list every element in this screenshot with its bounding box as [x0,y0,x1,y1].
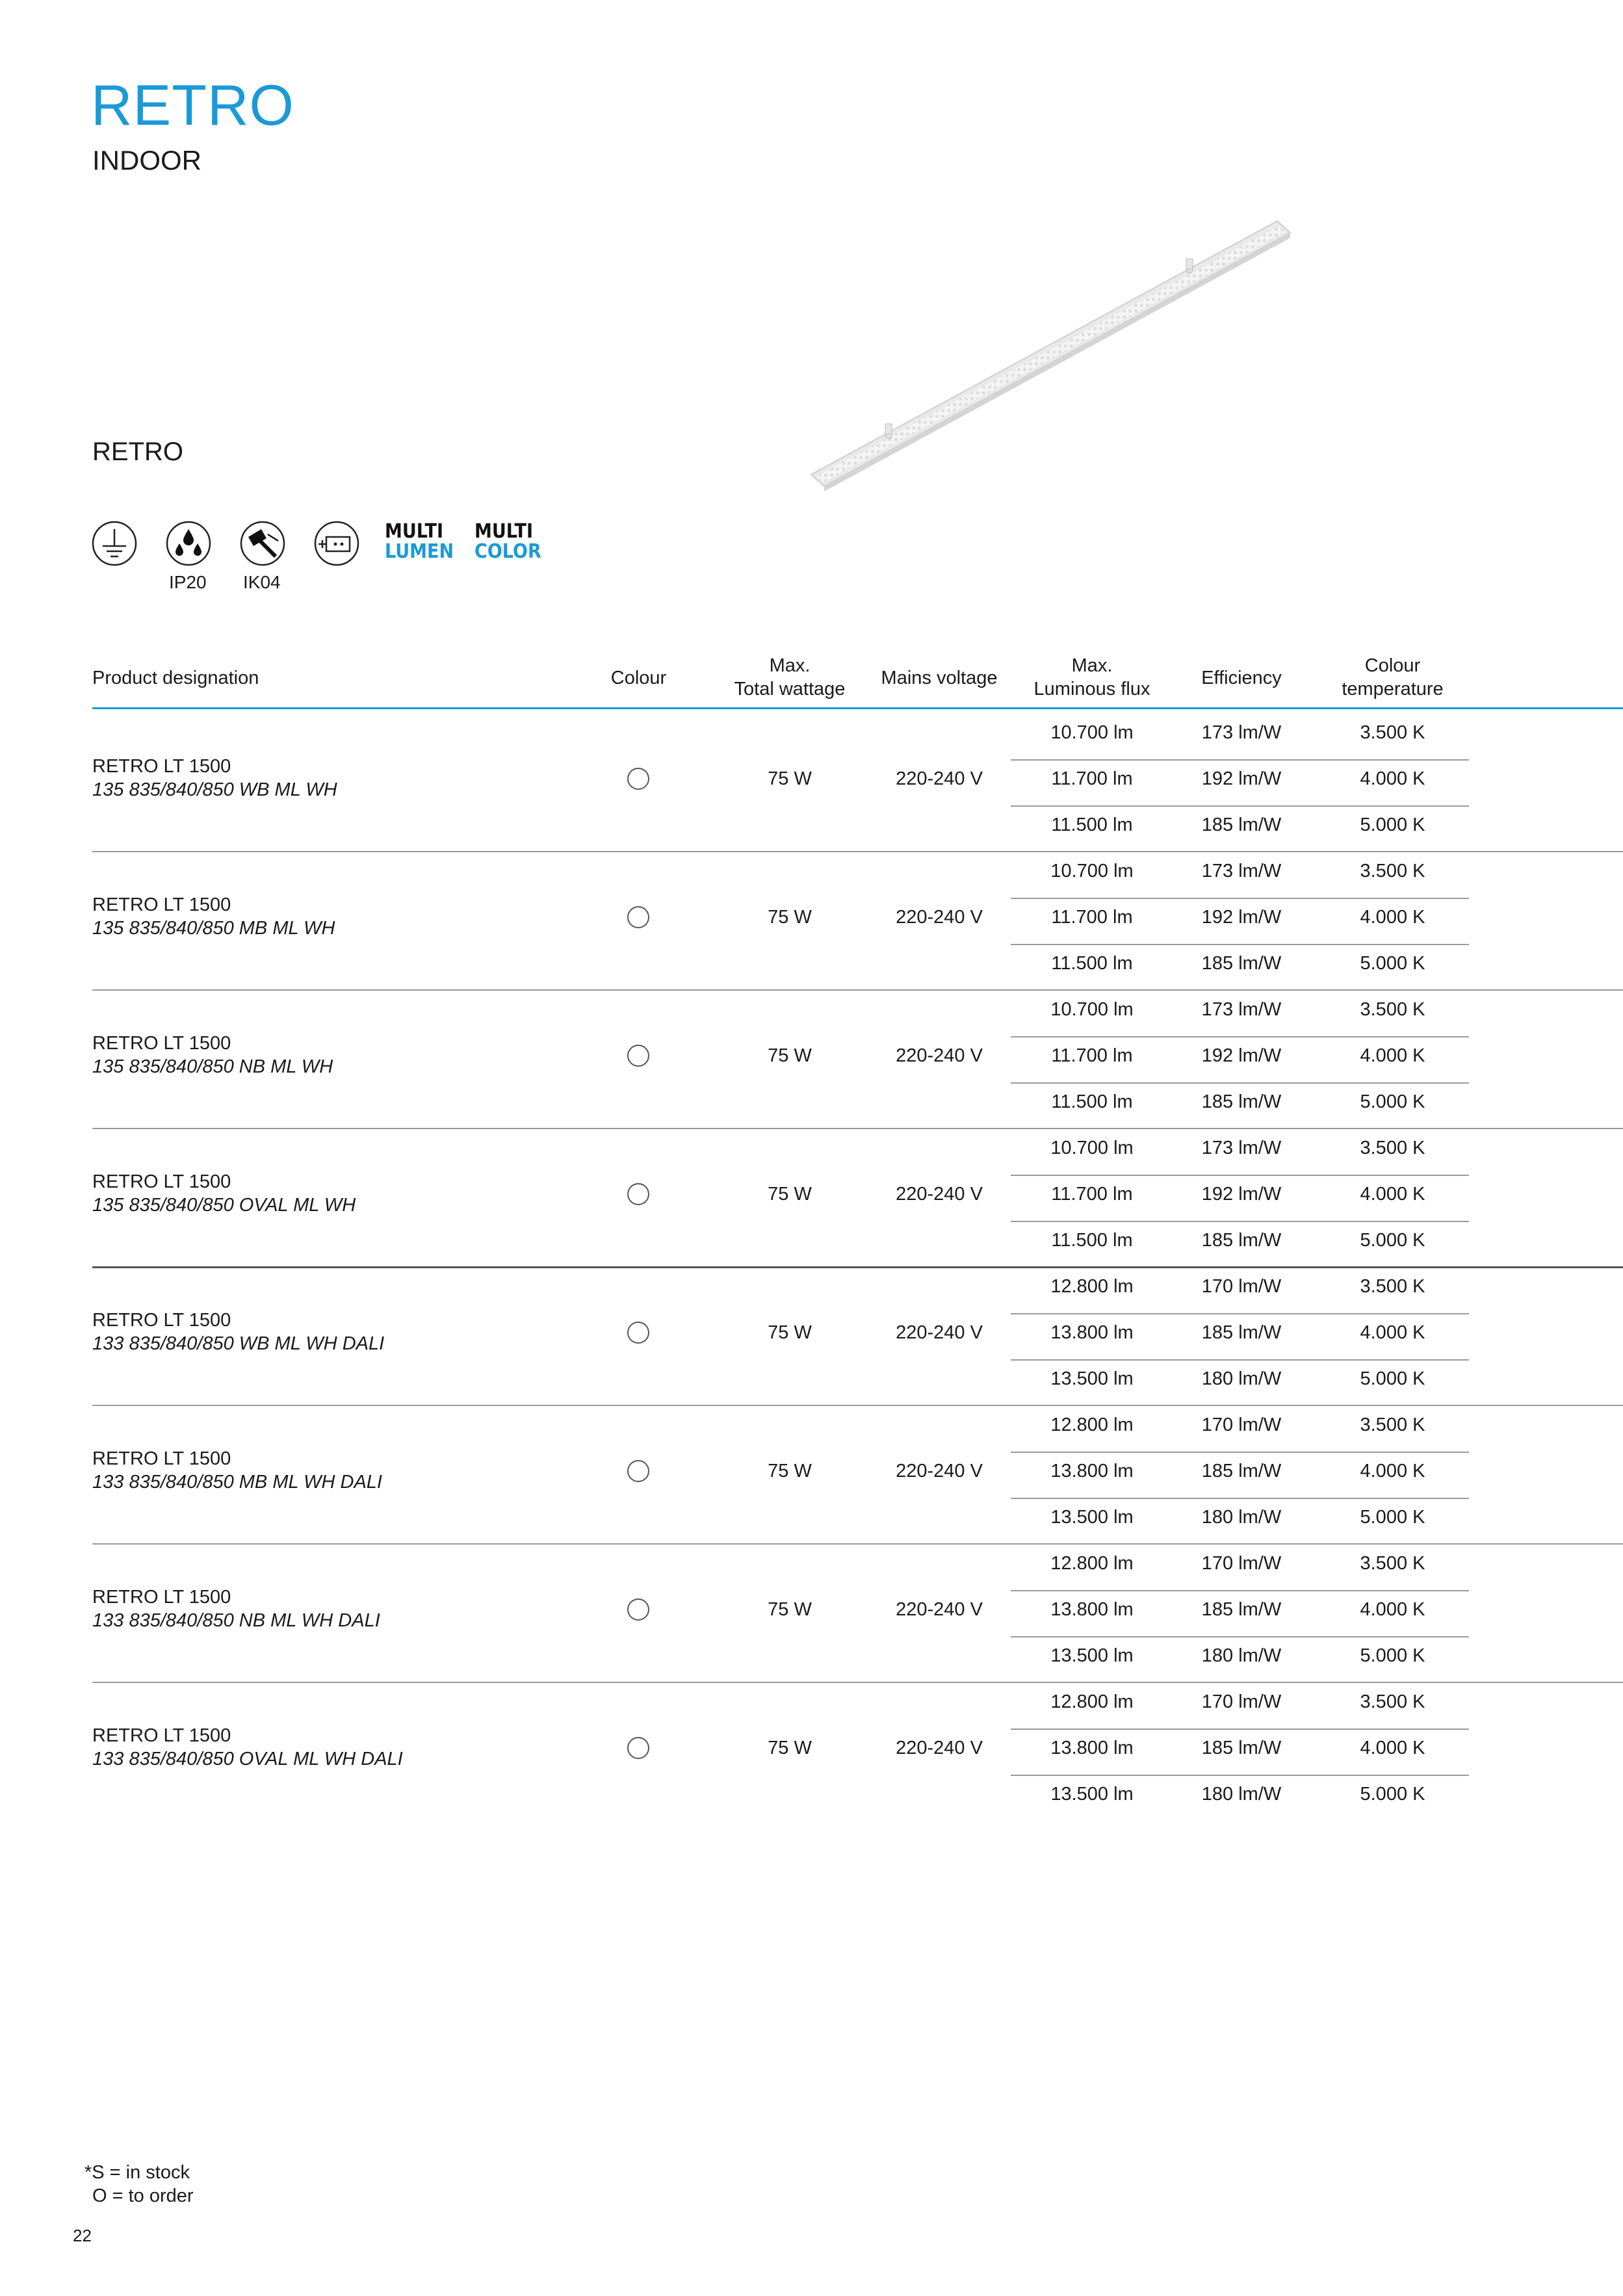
mains-voltage: 220-240 V [896,907,983,928]
efficiency: 180 lm/W [1201,1645,1282,1666]
stock-footnote [84,2161,194,2208]
header-temp-line1: Colour [1364,655,1421,676]
efficiency: 173 lm/W [1201,861,1282,881]
multi-lumen-badge [385,521,454,562]
efficiency: 185 lm/W [1201,953,1282,974]
product-code: 133 835/840/850 WB ML WH DALI [92,1333,385,1354]
header-colour: Colour [610,668,667,688]
luminous-flux: 13.800 lm [1050,1738,1134,1758]
colour-temperature: 3.500 K [1360,1415,1425,1435]
max-wattage: 75 W [768,1738,812,1758]
ik-rating-label: IK04 [243,572,281,592]
colour-temperature: 4.000 K [1360,1599,1425,1620]
luminous-flux: 13.500 lm [1050,1507,1134,1528]
colour-swatch-white [627,1737,649,1759]
efficiency: 185 lm/W [1201,1322,1282,1343]
luminous-flux: 13.500 lm [1050,1645,1134,1666]
product-code: 135 835/840/850 MB ML WH [92,918,335,939]
variant-divider [1011,1221,1469,1222]
product-name: RETRO LT 1500 [92,1171,231,1192]
product-designation [92,893,335,940]
efficiency: 192 lm/W [1201,768,1282,789]
colour-swatch-white [627,1322,649,1344]
luminous-flux: 11.500 lm [1051,815,1133,835]
table-row [0,713,1623,852]
product-designation [92,1032,333,1078]
page-subtitle: INDOOR [92,145,201,176]
efficiency: 180 lm/W [1201,1368,1282,1389]
header-flux-line1: Max. [1071,655,1113,676]
efficiency: 170 lm/W [1201,1691,1282,1712]
product-designation [92,1585,380,1632]
variant-divider [1011,898,1469,899]
product-name: RETRO LT 1500 [92,756,231,777]
table-row [0,852,1623,990]
colour-swatch-white [627,1045,649,1067]
max-wattage: 75 W [768,1461,812,1481]
variant-divider [1011,1313,1469,1314]
colour-temperature: 4.000 K [1360,1045,1425,1066]
colour-temperature: 5.000 K [1360,1645,1425,1666]
product-designation [92,1447,382,1494]
header-max-wattage [715,654,864,701]
product-code: 133 835/840/850 MB ML WH DALI [92,1472,382,1493]
product-designation [92,1724,403,1771]
product-name: RETRO LT 1500 [92,1587,231,1608]
colour-temperature: 3.500 K [1360,1276,1425,1297]
multi-color-line2: COLOR [474,540,541,563]
efficiency: 180 lm/W [1201,1507,1282,1528]
table-header-rule [92,707,1623,709]
luminous-flux: 13.800 lm [1050,1322,1134,1343]
product-family-name: RETRO [92,437,183,466]
colour-temperature: 5.000 K [1360,1368,1425,1389]
mains-voltage: 220-240 V [896,1184,983,1205]
efficiency: 192 lm/W [1201,1045,1282,1066]
colour-temperature: 5.000 K [1360,1230,1425,1251]
luminous-flux: 13.800 lm [1050,1461,1134,1481]
efficiency: 173 lm/W [1201,722,1282,743]
product-name: RETRO LT 1500 [92,894,231,915]
luminous-flux: 13.800 lm [1050,1599,1134,1620]
luminous-flux: 12.800 lm [1050,1276,1134,1297]
header-flux-line2: Luminous flux [1033,679,1150,699]
table-row [0,1128,1623,1267]
product-code: 133 835/840/850 NB ML WH DALI [92,1610,380,1631]
colour-temperature: 4.000 K [1360,768,1425,789]
product-name: RETRO LT 1500 [92,1310,231,1331]
variant-divider [1011,1359,1469,1361]
colour-swatch-white [627,1598,649,1621]
impact-hammer-icon [239,520,286,567]
product-code: 135 835/840/850 OVAL ML WH [92,1195,356,1216]
colour-temperature: 3.500 K [1360,861,1425,881]
efficiency: 185 lm/W [1201,1091,1282,1112]
header-mains-voltage: Mains voltage [881,668,998,688]
efficiency: 173 lm/W [1201,999,1282,1020]
efficiency: 185 lm/W [1201,1230,1282,1251]
colour-temperature: 4.000 K [1360,1738,1425,1758]
luminous-flux: 12.800 lm [1050,1553,1134,1574]
efficiency: 185 lm/W [1201,1599,1282,1620]
product-name: RETRO LT 1500 [92,1448,231,1469]
luminous-flux: 10.700 lm [1050,722,1134,743]
variant-divider [1011,1775,1469,1776]
variant-divider [1011,1036,1469,1037]
max-wattage: 75 W [768,1184,812,1205]
product-name: RETRO LT 1500 [92,1033,231,1054]
variant-divider [1011,1636,1469,1637]
ip-rating-label: IP20 [169,572,207,592]
product-designation [92,755,337,802]
earth-ground-icon [91,520,138,567]
colour-swatch-white [627,1183,649,1205]
multi-lumen-line2: LUMEN [385,540,454,563]
product-code: 135 835/840/850 WB ML WH [92,779,337,800]
product-designation [92,1170,356,1217]
header-colour-temperature [1313,654,1472,701]
mains-voltage: 220-240 V [896,1461,983,1481]
header-luminous-flux [1014,654,1170,701]
luminous-flux: 13.500 lm [1050,1784,1134,1805]
colour-temperature: 5.000 K [1360,1091,1425,1112]
max-wattage: 75 W [768,1322,812,1343]
header-wattage-line2: Total wattage [734,679,846,699]
table-row [0,990,1623,1128]
colour-temperature: 5.000 K [1360,1784,1425,1805]
variant-divider [1011,944,1469,945]
mains-voltage: 220-240 V [896,768,983,789]
efficiency: 180 lm/W [1201,1784,1282,1805]
mains-voltage: 220-240 V [896,1045,983,1066]
variant-divider [1011,1452,1469,1453]
luminous-flux: 11.500 lm [1051,953,1133,974]
colour-temperature: 5.000 K [1360,815,1425,835]
colour-swatch-white [627,906,649,928]
footnote-line1: *S = in stock [84,2162,190,2183]
table-row [0,1544,1623,1682]
efficiency: 173 lm/W [1201,1138,1282,1158]
multi-color-badge [474,521,541,562]
mains-voltage: 220-240 V [896,1599,983,1620]
efficiency: 192 lm/W [1201,907,1282,928]
multi-lumen-line1: MULTI [385,520,443,543]
luminous-flux: 11.700 lm [1051,768,1133,789]
variant-divider [1011,759,1469,761]
driver-box-icon [313,520,360,567]
colour-temperature: 3.500 K [1360,1691,1425,1712]
efficiency: 185 lm/W [1201,1461,1282,1481]
max-wattage: 75 W [768,907,812,928]
max-wattage: 75 W [768,1045,812,1066]
variant-divider [1011,1082,1469,1084]
luminous-flux: 11.500 lm [1051,1230,1133,1251]
header-wattage-line1: Max. [769,655,811,676]
variant-divider [1011,1729,1469,1730]
luminous-flux: 10.700 lm [1050,1138,1134,1158]
luminous-flux: 11.700 lm [1051,907,1133,928]
multi-color-line1: MULTI [474,520,533,543]
product-image [799,215,1306,520]
efficiency: 170 lm/W [1201,1553,1282,1574]
efficiency: 170 lm/W [1201,1415,1282,1435]
colour-swatch-white [627,768,649,790]
colour-temperature: 3.500 K [1360,999,1425,1020]
table-row [0,1267,1623,1405]
table-row [0,1682,1623,1821]
header-product-designation: Product designation [92,668,259,688]
page-number: 22 [73,2226,92,2245]
colour-temperature: 5.000 K [1360,953,1425,974]
colour-temperature: 3.500 K [1360,722,1425,743]
luminous-flux: 13.500 lm [1050,1368,1134,1389]
water-drops-icon [165,520,212,567]
luminous-flux: 10.700 lm [1050,999,1134,1020]
luminous-flux: 11.700 lm [1051,1184,1133,1205]
product-name: RETRO LT 1500 [92,1725,231,1746]
colour-temperature: 4.000 K [1360,1184,1425,1205]
max-wattage: 75 W [768,768,812,789]
luminous-flux: 11.700 lm [1051,1045,1133,1066]
colour-temperature: 3.500 K [1360,1138,1425,1158]
variant-divider [1011,1498,1469,1499]
mains-voltage: 220-240 V [896,1322,983,1343]
max-wattage: 75 W [768,1599,812,1620]
efficiency: 170 lm/W [1201,1276,1282,1297]
colour-temperature: 4.000 K [1360,907,1425,928]
colour-temperature: 4.000 K [1360,1322,1425,1343]
efficiency: 185 lm/W [1201,815,1282,835]
colour-swatch-white [627,1460,649,1482]
efficiency: 192 lm/W [1201,1184,1282,1205]
variant-divider [1011,1590,1469,1591]
colour-temperature: 3.500 K [1360,1553,1425,1574]
mains-voltage: 220-240 V [896,1738,983,1758]
luminous-flux: 10.700 lm [1050,861,1134,881]
efficiency: 185 lm/W [1201,1738,1282,1758]
variant-divider [1011,1175,1469,1176]
product-code: 135 835/840/850 NB ML WH [92,1056,333,1077]
luminous-flux: 11.500 lm [1051,1091,1133,1112]
luminous-flux: 12.800 lm [1050,1415,1134,1435]
colour-temperature: 4.000 K [1360,1461,1425,1481]
variant-divider [1011,805,1469,807]
colour-temperature: 5.000 K [1360,1507,1425,1528]
footnote-line2: O = to order [92,2185,194,2206]
table-row [0,1405,1623,1544]
header-efficiency: Efficiency [1201,668,1282,688]
page-title: RETRO [91,73,294,137]
product-designation [92,1309,384,1355]
luminous-flux: 12.800 lm [1050,1691,1134,1712]
product-code: 133 835/840/850 OVAL ML WH DALI [92,1749,403,1769]
header-temp-line2: temperature [1342,679,1444,699]
